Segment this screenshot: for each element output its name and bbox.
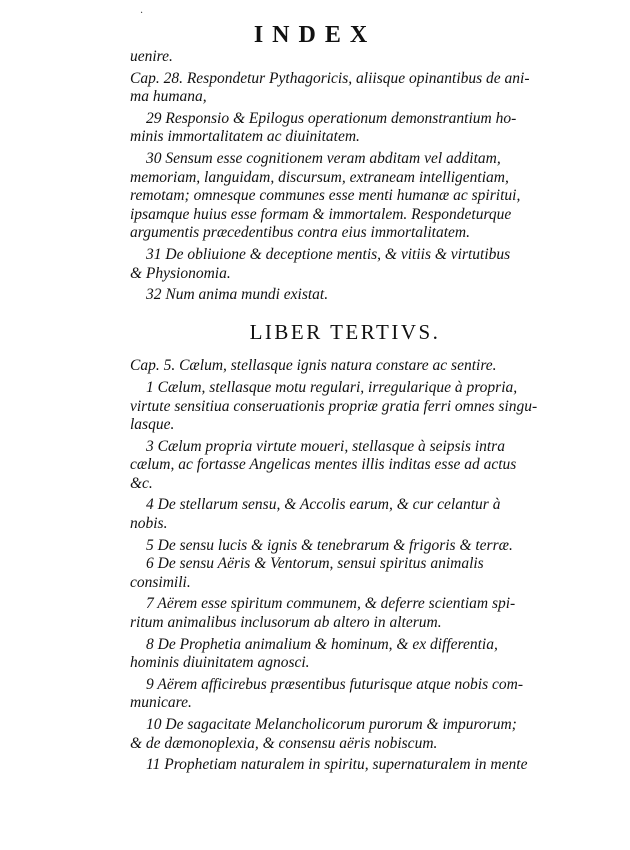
entry-line: 31 De obliuione & deceptione mentis, & vitiis & virtutibus <box>146 245 511 263</box>
entry-line: minis immortalitatem ac diuinitatem. <box>130 128 360 146</box>
index-entry <box>130 636 560 673</box>
entry-line: nobis. <box>130 515 168 533</box>
entry-line: 3 Cælum propria virtute moueri, stellasque à seipsis intra <box>146 437 505 455</box>
entry-line: ma humana, <box>130 88 207 106</box>
entry-line: virtute sensitiua conseruationis propriæ gratia ferri omnes singu- <box>130 397 538 415</box>
entry-line: argumentis præcedentibus contra eius immortalitatem. <box>130 224 470 242</box>
index-entry <box>130 150 560 243</box>
entry-line: 4 De stellarum sensu, & Accolis earum, & cur celantur à <box>146 496 501 514</box>
index-entry <box>130 595 560 632</box>
book3-entries <box>130 357 560 774</box>
entry-line: 10 De sagacitate Melancholicorum purorum & impurorum; <box>146 716 517 733</box>
entry-line: Cap. 28. Respondetur Pythagoricis, aliisque opinantibus de ani- <box>130 69 530 87</box>
index-entry <box>130 48 560 67</box>
index-entry <box>130 438 560 494</box>
index-entry <box>130 496 560 533</box>
entry-line: 6 De sensu Aëris & Ventorum, sensui spiritus animalis <box>146 555 484 573</box>
entry-line: remotam; omnesque communes esse menti humanæ ac spiritui, <box>130 187 521 205</box>
running-head: INDEX <box>253 22 377 48</box>
index-entry <box>130 70 560 107</box>
entry-line: 7 Aërem esse spiritum communem, & deferre scientiam spi- <box>146 595 516 613</box>
index-entry <box>130 110 560 147</box>
section-heading: LIBER TERTIVS. <box>249 319 441 344</box>
index-entry <box>130 716 560 753</box>
index-entry <box>130 246 560 283</box>
entry-line: ritum animalibus inclusorum ab altero in alterum. <box>130 614 442 632</box>
entry-line: hominis diuinitatem agnosci. <box>130 654 310 672</box>
index-entry <box>130 676 560 713</box>
index-entry <box>130 379 560 435</box>
entry-line: & de dæmonoplexia, & consensu aëris nobiscum. <box>130 734 438 752</box>
entry-line: 32 Num anima mundi existat. <box>146 286 329 304</box>
entry-line: consimili. <box>130 573 191 591</box>
index-entry <box>130 756 560 775</box>
entry-line: & Physionomia. <box>130 264 231 282</box>
entry-line: Cap. 5. Cælum, stellasque ignis natura constare ac sentire. <box>130 357 497 375</box>
entry-line: &c. <box>130 474 153 492</box>
entry-line: 9 Aërem afficirebus præsentibus futurisque atque nobis com- <box>146 675 523 693</box>
entry-line: lasque. <box>130 416 175 434</box>
entry-line: ipsamque huius esse formam & immortalem. Respondeturque <box>130 205 512 223</box>
entry-line: 29 Responsio & Epilogus operationum demonstrantium ho- <box>146 109 517 127</box>
entry-line: cælum, ac fortasse Angelicas mentes illis inditas esse ad actus <box>130 456 517 474</box>
index-entry <box>130 357 560 376</box>
book2-entries <box>130 48 560 305</box>
entry-line: 8 De Prophetia animalium & hominum, & ex differentia, <box>146 635 498 653</box>
entry-line: 11 Prophetiam naturalem in spiritu, supernaturalem in mente <box>146 756 528 774</box>
entry-line: 5 De sensu lucis & ignis & tenebrarum & frigoris & terræ. <box>146 536 513 554</box>
entry-line: uenire. <box>130 48 173 65</box>
index-entry <box>130 537 560 593</box>
page-speck: · <box>140 8 144 19</box>
index-entry <box>130 286 560 305</box>
entry-line: 1 Cælum, stellasque motu regulari, irregularique à propria, <box>146 378 518 396</box>
entry-line: municare. <box>130 694 192 712</box>
entry-line: memoriam, languidam, discursum, extraneam intelligentiam, <box>130 168 509 186</box>
entry-line: 30 Sensum esse cognitionem veram abditam vel additam, <box>146 149 501 167</box>
index-body <box>130 48 560 778</box>
